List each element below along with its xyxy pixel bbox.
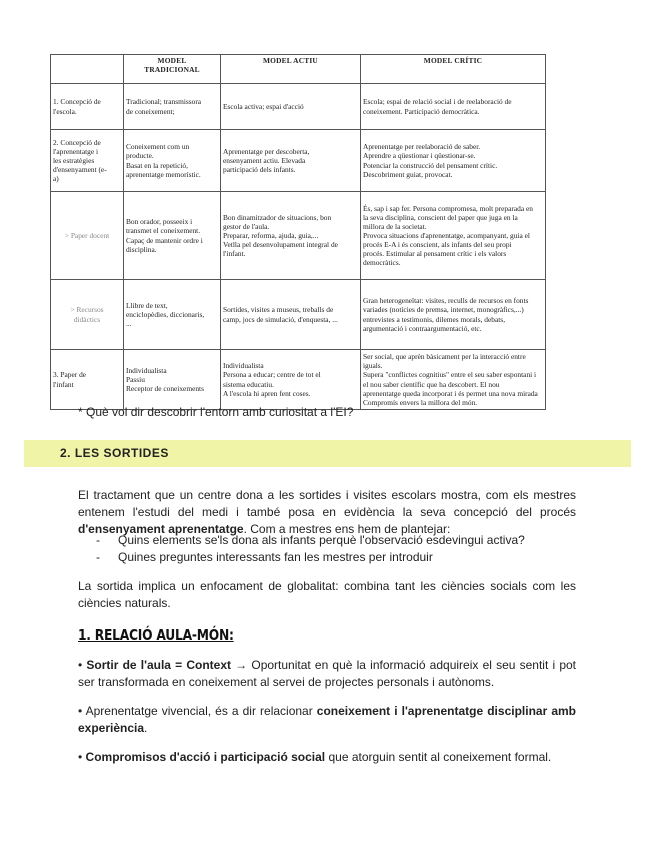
row-label-cell: 1. Concepció de l'escola. (51, 84, 124, 130)
actiu-cell: Individualista Persona a educar; centre de tot el sistema educatiu. A l'escola hi apren fent coses. (221, 350, 361, 410)
subheading-relacio-aula-mon: 1. RELACIÓ AULA-MÓN: (78, 626, 234, 644)
header-cell-empty (51, 55, 124, 84)
section-title: 2. LES SORTIDES (60, 446, 169, 460)
table-row (51, 130, 546, 192)
point-aprenentatge-vivencial: • Aprenentatge vivencial, és a dir relacionar coneixement i l'aprenentatge disciplinar amb experiència. (78, 704, 576, 735)
tradicional-cell: Bon orador, posseeix i transmet el coneixement. Capaç de mantenir ordre i disciplina. (124, 192, 221, 280)
table-row (51, 192, 546, 280)
row-label-cell: 3. Paper de l'infant (51, 350, 124, 410)
critic-cell: És, sap i sap fer. Persona compromesa, molt preparada en la seva disciplina, conscient del paper que juga en la millora de la societat. Provoca situacions d'aprenentatge, acompanyant, guia el procés E-A i és conscient, als infants del seu propi procés. Estimular al pensament crític i els valors democràtics. (361, 192, 546, 280)
tradicional-cell: Individualista Passiu Receptor de coneixements (124, 350, 221, 410)
actiu-cell: Sortides, visites a museus, treballs de camp, jocs de simulació, d'enquesta, ... (221, 280, 361, 350)
critic-cell: Aprenentatge per reelaboració de saber. Aprendre a qüestionar i qüestionar-se. Potenciar la construcció del pensament crític. Descobriment guiat, provocat. (361, 130, 546, 192)
models-comparison-table (50, 54, 546, 410)
tradicional-cell: Tradicional; transmissora de coneixement; (124, 84, 221, 130)
critic-cell: Gran heterogeneïtat: visites, reculls de recursos en fonts variades (notícies de premsa, internet, monogràfics,...) entrevistes a testimonis, dilemes morals, debats, argumentació i contraargumentació, etc. (361, 280, 546, 350)
actiu-cell: Bon dinamitzador de situacions, bon gestor de l'aula. Preparar, reforma, ajuda, guia,... Vetlla pel desenvolupament integral de l'infant. (221, 192, 361, 280)
header-cell-critic: MODEL CRÍTIC (361, 55, 546, 84)
question-note: * Què vol dir descobrir l'entorn amb curiositat a l'EI? (78, 405, 354, 419)
intro-paragraph: El tractament que un centre dona a les sortides i visites escolars mostra, com els mestres entenem l'estudi del medi i també posa en evidència la seva concepció del procés d'ensenyament aprenentatge. Com a mestres ens hem de plantejar: (78, 488, 576, 536)
tradicional-cell: Llibre de text, enciclopèdies, diccionaris, ... (124, 280, 221, 350)
table-header-row (51, 55, 546, 84)
globalitat-paragraph: La sortida implica un enfocament de globalitat: combina tant les ciències socials com les ciències naturals. (78, 579, 576, 610)
actiu-cell: Escola activa; espai d'acció (221, 84, 361, 130)
table-row (51, 350, 546, 410)
table-row (51, 280, 546, 350)
point-sortir-aula: • Sortir de l'aula = Context → Oportunitat en què la informació adquireix el seu sentit i pot ser transformada en coneixement al servei de projectes personals i autònoms. (78, 658, 576, 689)
questions-list (96, 532, 525, 566)
list-item: - Quins elements se'ls dona als infants perquè l'observació esdevingui activa? (96, 533, 525, 547)
list-item: - Quines preguntes interessants fan les mestres per introduir (96, 550, 433, 564)
point-compromisos: • Compromisos d'acció i participació social que atorguin sentit al coneixement formal. (78, 750, 552, 764)
header-cell-actiu: MODEL ACTIU (221, 55, 361, 84)
header-cell-tradicional: MODEL TRADICIONAL (124, 55, 221, 84)
row-label-cell: > Recursos didàctics (51, 280, 124, 350)
critic-cell: Ser social, que aprèn bàsicament per la interacció entre iguals. Supera "conflictes cognitius" entre el seu saber espontani i el nou saber científic que ha descobert. El nou aprenentatge queda incorporat i és permet una nova mirada Compromís envers la millora del món. (361, 350, 546, 410)
actiu-cell: Aprenentatge per descoberta, ensenyament actiu. Elevada participació dels infants. (221, 130, 361, 192)
tradicional-cell: Coneixement com un producte. Basat en la repetició, aprenentatge memorístic. (124, 130, 221, 192)
critic-cell: Escola; espai de relació social i de reelaboració de coneixement. Participació democràtica. (361, 84, 546, 130)
row-label-cell: 2. Concepció de l'aprenentatge i les estratègies d'ensenyament (e- a) (51, 130, 124, 192)
table-row (51, 84, 546, 130)
row-label-cell: > Paper docent (51, 192, 124, 280)
